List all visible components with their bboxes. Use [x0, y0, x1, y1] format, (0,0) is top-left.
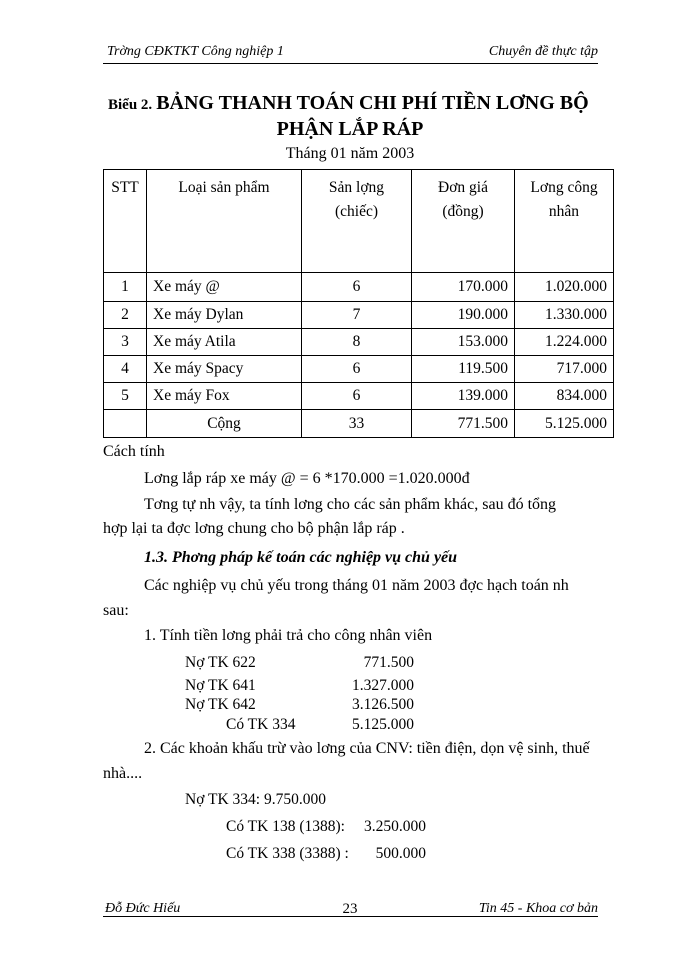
- header-left: Trờng CĐKTKT Công nghiệp 1: [107, 44, 284, 59]
- cell-price: 139.000: [412, 383, 515, 410]
- title-line1: BẢNG THANH TOÁN CHI PHÍ TIỀN LƠNG BỘ: [156, 92, 589, 114]
- cell-product: Xe máy Fox: [147, 383, 302, 410]
- cell-stt-empty: [104, 410, 147, 438]
- credit-338: Có TK 338 (3388) :: [226, 845, 349, 862]
- cell-qty: 6: [302, 356, 412, 383]
- calc-label: Cách tính: [103, 443, 165, 460]
- cell-wage: 1.020.000: [515, 273, 614, 302]
- table-row: [104, 302, 614, 329]
- cell-stt: 1: [104, 273, 147, 302]
- total-qty: 33: [302, 410, 412, 438]
- header-rule: [103, 63, 598, 64]
- footer-left: Đỗ Đức Hiếu: [105, 901, 181, 916]
- entry-account: Nợ TK 641: [185, 677, 256, 694]
- item2-line1: 2. Các khoản khấu trừ vào lơng của CNV: tiền điện, dọn vệ sinh, thuế: [144, 740, 590, 757]
- cell-stt: 4: [104, 356, 147, 383]
- cell-price: 170.000: [412, 273, 515, 302]
- title-period: Tháng 01 năm 2003: [285, 145, 415, 162]
- total-wage: 5.125.000: [515, 410, 614, 438]
- cell-qty: 6: [302, 273, 412, 302]
- cell-qty: 7: [302, 302, 412, 329]
- title-line2: PHẬN LẮP RÁP: [276, 118, 424, 140]
- item2-line2: nhà....: [103, 765, 143, 782]
- table-total-row: [104, 410, 614, 438]
- footer-right: Tin 45 - Khoa cơ bản: [478, 901, 598, 916]
- entry-amount: 771.500: [363, 654, 414, 671]
- calc-formula: Lơng lắp ráp xe máy @ = 6 *170.000 =1.020.000đ: [144, 470, 470, 487]
- table-row: [104, 329, 614, 356]
- total-label: Cộng: [147, 410, 302, 438]
- section-heading: 1.3. Phơng pháp kế toán các nghiệp vụ chủ yếu: [144, 549, 458, 566]
- wage-table: [103, 169, 614, 438]
- para1-line1: Tơng tự nh vậy, ta tính lơng cho các sản phẩm khác, sau đó tổng: [144, 496, 557, 513]
- para2-line1: Các nghiệp vụ chủ yếu trong tháng 01 năm 2003 đợc hạch toán nh: [144, 577, 569, 594]
- total-price: 771.500: [412, 410, 515, 438]
- cell-wage: 717.000: [515, 356, 614, 383]
- header-right: Chuyên đề thực tập: [488, 44, 598, 59]
- credit-138: Có TK 138 (1388):: [226, 818, 345, 835]
- entry-amount: 1.327.000: [352, 677, 414, 694]
- cell-qty: 6: [302, 383, 412, 410]
- item1-title: 1. Tính tiền lơng phải trả cho công nhân viên: [144, 627, 433, 644]
- table-header-row: [104, 170, 614, 273]
- entry-account: Có TK 334: [226, 716, 296, 733]
- cell-price: 119.500: [412, 356, 515, 383]
- cell-product: Xe máy Atila: [147, 329, 302, 356]
- entry-account: Nợ TK 622: [185, 654, 256, 671]
- cell-product: Xe máy Dylan: [147, 302, 302, 329]
- cell-stt: 2: [104, 302, 147, 329]
- cell-stt: 3: [104, 329, 147, 356]
- cell-wage: 834.000: [515, 383, 614, 410]
- para1-line2: hợp lại ta đợc lơng chung cho bộ phận lắp ráp .: [103, 520, 405, 537]
- entry-amount: 5.125.000: [352, 716, 414, 733]
- credit-338-amount: 500.000: [375, 845, 426, 862]
- credit-138-amount: 3.250.000: [364, 818, 426, 835]
- cell-price: 190.000: [412, 302, 515, 329]
- para2-line2: sau:: [103, 602, 129, 619]
- cell-price: 153.000: [412, 329, 515, 356]
- table-row: [104, 273, 614, 302]
- cell-product: Xe máy Spacy: [147, 356, 302, 383]
- cell-wage: 1.330.000: [515, 302, 614, 329]
- entry-account: Nợ TK 642: [185, 696, 256, 713]
- cell-product: Xe máy @: [147, 273, 302, 302]
- header-wage: Lơng công nhân: [515, 170, 614, 273]
- cell-stt: 5: [104, 383, 147, 410]
- debit-334: Nợ TK 334: 9.750.000: [185, 791, 326, 808]
- table-row: [104, 383, 614, 410]
- table-row: [104, 356, 614, 383]
- cell-wage: 1.224.000: [515, 329, 614, 356]
- entry-amount: 3.126.500: [352, 696, 414, 713]
- header-product: Loại sản phẩm: [147, 170, 302, 273]
- header-stt: STT: [104, 170, 147, 273]
- title-block: [108, 92, 589, 115]
- cell-qty: 8: [302, 329, 412, 356]
- title-label: Biểu 2.: [108, 97, 153, 113]
- header-price: Đơn giá (đồng): [412, 170, 515, 273]
- page-number: 23: [342, 901, 358, 917]
- header-qty: Sản lợng (chiếc): [302, 170, 412, 273]
